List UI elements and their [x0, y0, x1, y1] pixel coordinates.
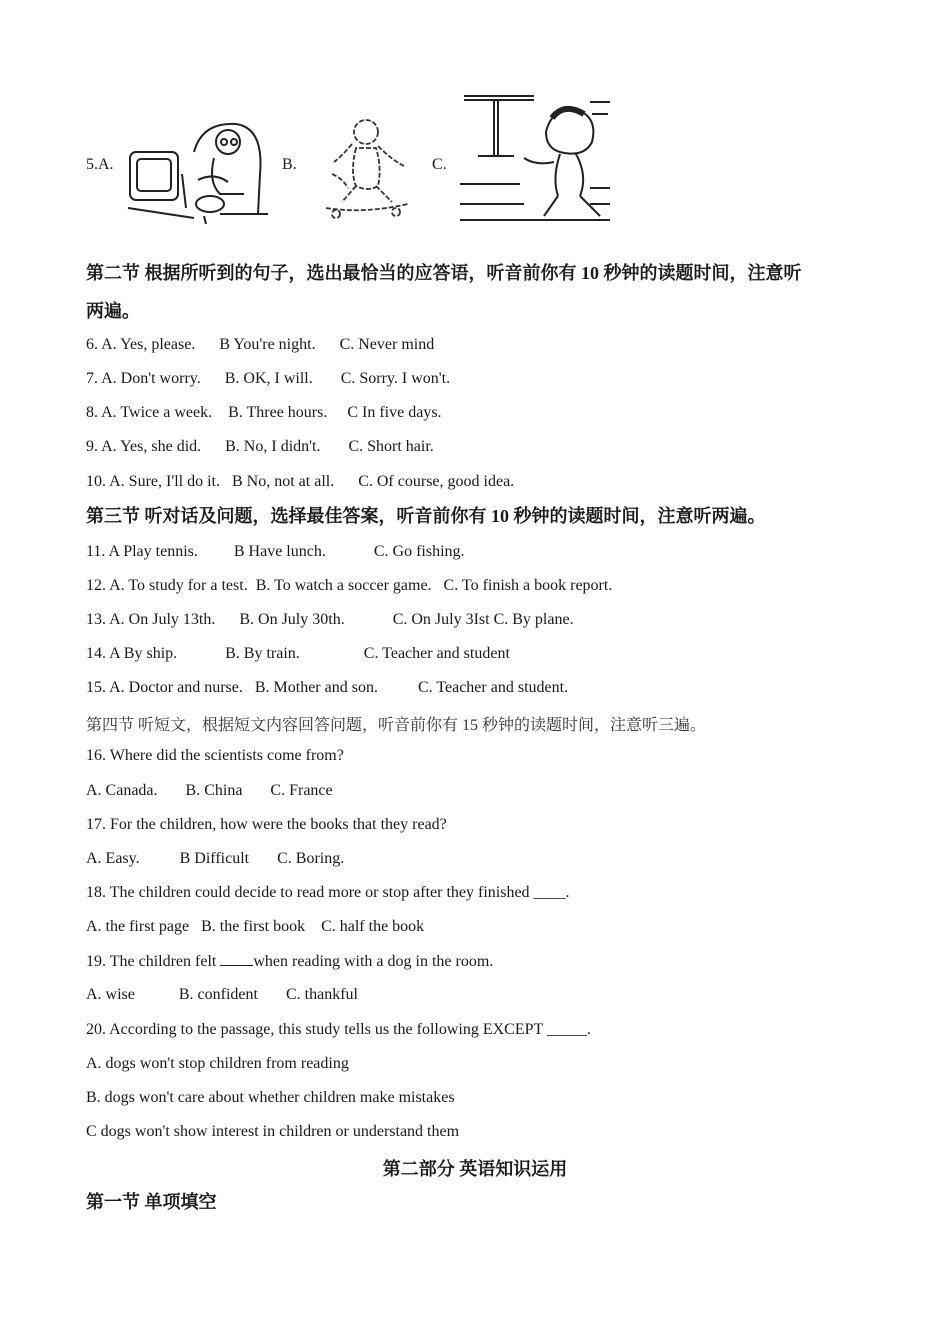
question-15: 15. A. Doctor and nurse. B. Mother and son. C. Teacher and student. — [86, 679, 569, 696]
question-20-option-b: B. dogs won't care about whether children make mistakes — [86, 1089, 455, 1106]
question-5-pictures — [86, 92, 646, 232]
playing-picture — [460, 92, 610, 232]
question-14: 14. A By ship. B. By train. C. Teacher and student — [86, 645, 510, 662]
question-17-options: A. Easy. B Difficult C. Boring. — [86, 850, 345, 867]
question-12: 12. A. To study for a test. B. To watch a soccer game. C. To finish a book report. — [86, 577, 613, 594]
question-10: 10. A. Sure, I'll do it. B No, not at all. C. Of course, good idea. — [86, 473, 515, 490]
question-7: 7. A. Don't worry. B. OK, I will. C. Sorry. I won't. — [86, 370, 451, 387]
q19-stem-part2: when reading with a dog in the room. — [253, 953, 494, 970]
question-20-stem: 20. According to the passage, this study tells us the following EXCEPT _____. — [86, 1021, 591, 1038]
question-19-stem — [86, 951, 493, 972]
q5-label-c: C. — [432, 156, 447, 173]
part-2-section-1-title: 第一节 单项填空 — [86, 1192, 217, 1212]
q19-stem-part1: 19. The children felt — [86, 953, 221, 970]
skateboarding-picture — [312, 116, 416, 220]
question-20-option-a: A. dogs won't stop children from reading — [86, 1055, 349, 1072]
q5-label-a: 5.A. — [86, 156, 114, 173]
q5-label-b: B. — [282, 156, 297, 173]
part-2-title: 第二部分 英语知识运用 — [382, 1159, 568, 1179]
question-16-stem: 16. Where did the scientists come from? — [86, 747, 344, 764]
section-4-title: 第四节 听短文，根据短文内容回答问题，听音前你有 15 秒钟的读题时间，注意听三遍。 — [86, 717, 707, 734]
question-9: 9. A. Yes, she did. B. No, I didn't. C. Short hair. — [86, 438, 434, 455]
section-3-title: 第三节 听对话及问题，选择最佳答案，听音前你有 10 秒钟的读题时间，注意听两遍。 — [86, 506, 766, 526]
answer-blank — [220, 951, 253, 966]
question-6: 6. A. Yes, please. B You're night. C. Never mind — [86, 336, 435, 353]
section-2-title-line2: 两遍。 — [86, 301, 140, 321]
question-18-stem: 18. The children could decide to read more or stop after they finished ____. — [86, 884, 570, 901]
question-11: 11. A Play tennis. B Have lunch. C. Go fishing. — [86, 543, 465, 560]
question-18-options: A. the first page B. the first book C. half the book — [86, 918, 425, 935]
tv-watching-picture — [124, 118, 270, 224]
question-16-options: A. Canada. B. China C. France — [86, 782, 333, 799]
question-17-stem: 17. For the children, how were the books that they read? — [86, 816, 447, 833]
question-19-options: A. wise B. confident C. thankful — [86, 986, 358, 1003]
section-2-title-line1: 第二节 根据所听到的句子，选出最恰当的应答语，听音前你有 10 秒钟的读题时间，注意听 — [86, 263, 802, 283]
question-8: 8. A. Twice a week. B. Three hours. C In five days. — [86, 404, 442, 421]
question-13: 13. A. On July 13th. B. On July 30th. C. On July 3Ist C. By plane. — [86, 611, 574, 628]
question-20-option-c: C dogs won't show interest in children or understand them — [86, 1123, 460, 1140]
